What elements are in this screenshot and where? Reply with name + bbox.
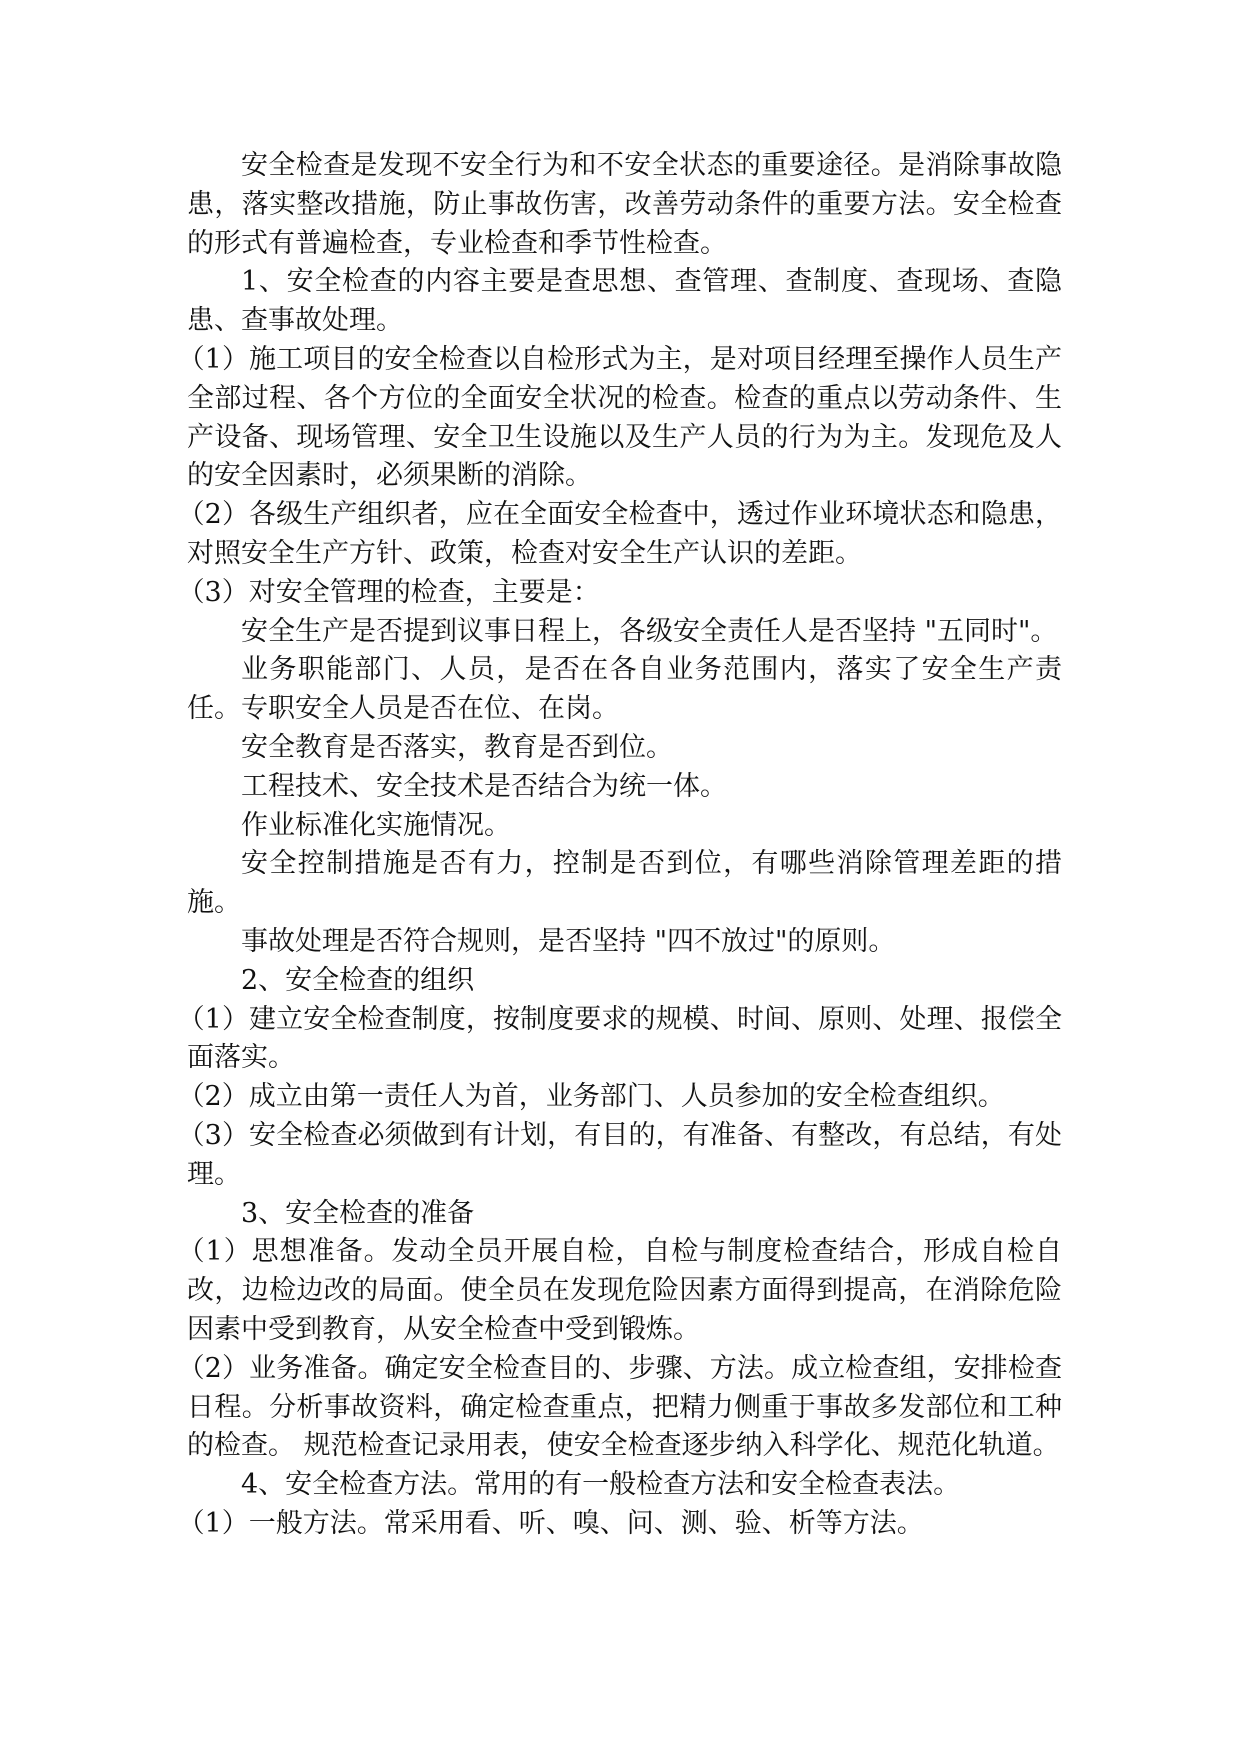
document-body <box>177 147 1062 1544</box>
management-check-7: 事故处理是否符合规则，是否坚持 "四不放过"的原则。 <box>241 925 896 957</box>
section-1-item-2: （2）各级生产组织者，应在全面安全检查中，透过作业环境状态和隐患，对照安全生产方针、政策，检查对安全生产认识的差距。 <box>177 499 1062 569</box>
section-3-heading: 3、安全检查的准备 <box>241 1197 475 1229</box>
section-1-heading: 1、安全检查的内容主要是查思想、查管理、查制度、查现场、查隐患、查事故处理。 <box>187 266 1062 337</box>
management-check-5: 作业标准化实施情况。 <box>241 809 511 841</box>
section-3-item-2: （2）业务准备。确定安全检查目的、步骤、方法。成立检查组，安排检查日程。分析事故资料，确定检查重点，把精力侧重于事故多发部位和工种的检查。 规范检查记录用表，使安全检查逐步纳入科学化、规范化轨道。 <box>177 1352 1062 1462</box>
management-check-3: 安全教育是否落实，教育是否到位。 <box>241 731 673 763</box>
section-2-heading: 2、安全检查的组织 <box>241 964 475 996</box>
section-2-item-1: （1）建立安全检查制度，按制度要求的规模、时间、原则、处理、报偿全面落实。 <box>177 1003 1062 1074</box>
paragraph-intro: 安全检查是发现不安全行为和不安全状态的重要途径。是消除事故隐患，落实整改措施，防止事故伤害，改善劳动条件的重要方法。安全检查的形式有普遍检查，专业检查和季节性检查。 <box>187 150 1062 259</box>
management-check-6: 安全控制措施是否有力，控制是否到位，有哪些消除管理差距的措施。 <box>187 848 1062 919</box>
section-4-heading: 4、安全检查方法。常用的有一般检查方法和安全检查表法。 <box>241 1469 961 1501</box>
section-3-item-1: （1）思想准备。发动全员开展自检，自检与制度检查结合，形成自检自改，边检边改的局面。使全员在发现危险因素方面得到提高，在消除危险因素中受到教育，从安全检查中受到锻炼。 <box>177 1236 1062 1345</box>
management-check-4: 工程技术、安全技术是否结合为统一体。 <box>241 770 727 802</box>
section-4-item-1: （1）一般方法。常采用看、听、嗅、问、测、验、析等方法。 <box>177 1507 924 1539</box>
section-2-item-2: （2）成立由第一责任人为首，业务部门、人员参加的安全检查组织。 <box>177 1081 1005 1113</box>
section-1-item-3: （3）对安全管理的检查，主要是： <box>177 576 600 608</box>
management-check-1: 安全生产是否提到议事日程上，各级安全责任人是否坚持 "五同时"。 <box>241 615 1058 647</box>
section-2-item-3: （3）安全检查必须做到有计划，有目的，有准备、有整改，有总结，有处理。 <box>177 1119 1062 1190</box>
management-check-2: 业务职能部门、人员，是否在各自业务范围内，落实了安全生产责任。专职安全人员是否在位、在岗。 <box>187 654 1062 725</box>
section-1-item-1: （1）施工项目的安全检查以自检形式为主，是对项目经理至操作人员生产全部过程、各个方位的全面安全状况的检查。检查的重点以劳动条件、生产设备、现场管理、安全卫生设施以及生产人员的行为为主。发现危及人的安全因素时，必须果断的消除。 <box>177 343 1062 492</box>
